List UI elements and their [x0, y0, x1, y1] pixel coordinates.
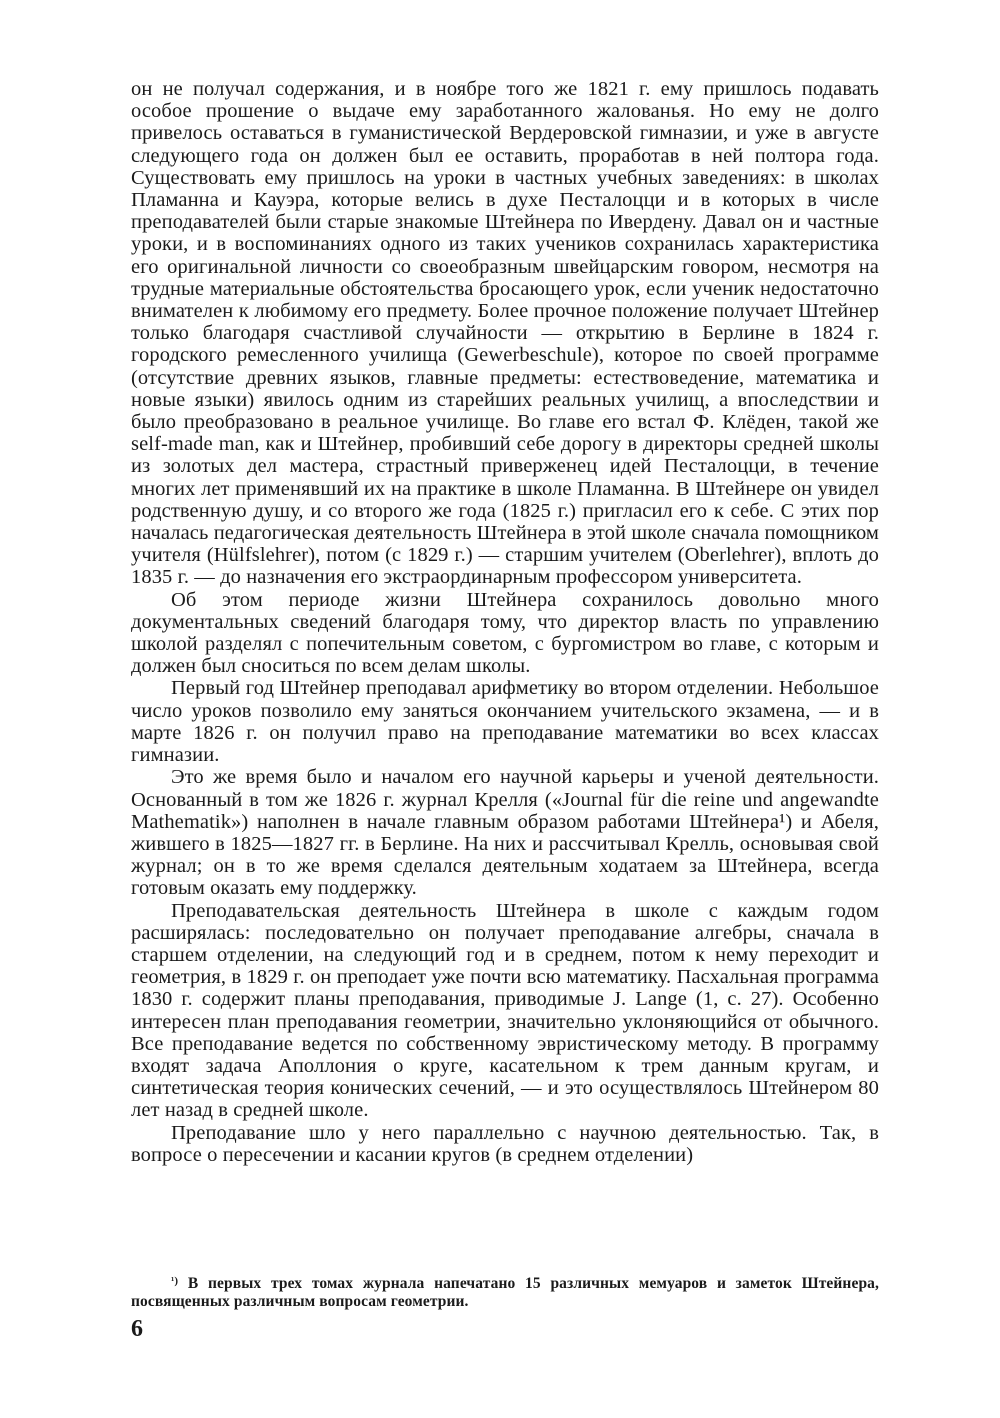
footnote — [131, 1272, 879, 1311]
page-number: 6 — [131, 1316, 143, 1342]
paragraph-4: Это же время было и началом его научной карьеры и ученой деятельности. Основанный в том же 1826 г. журнал Крелля («Journal für die reine und angewandte Mathematik») наполнен в начале главным образом работами Штейнера¹) и Абеля, жившего в 1825—1827 гг. в Берлине. На них и рассчитывал Крелль, основывая свой журнал; он в то же время сделался деятельным ходатаем за Штейнера, всегда готовым оказать ему поддержку. — [131, 766, 879, 900]
paragraph-3: Первый год Штейнер преподавал арифметику во втором отделении. Небольшое число уроков позволило ему заняться окончанием учительского экзамена, — и в марте 1826 г. он получил право на преподавание математики во всех классах гимназии. — [131, 677, 879, 767]
footnote-mark: ¹) — [171, 1275, 179, 1287]
footnote-text: В первых трех томах журнала напечатано 15 различных мемуаров и заметок Штейнера, посвященных различным вопросам геометрии. — [131, 1275, 879, 1310]
paragraph-5: Преподавательская деятельность Штейнера в школе с каждым годом расширялась: последовательно он получает преподавание алгебры, сначала в старшем отделении, на следующий год и в среднем, потом к нему переходит и геометрия, в 1829 г. он преподает уже почти всю математику. Пасхальная программа 1830 г. содержит планы преподавания, приводимые J. Lange (1, с. 27). Особенно интересен план преподавания геометрии, значительно уклоняющийся от обычного. Все преподавание ведется по собственному эвристическому методу. В программу входят задача Аполлония о круге, касательном к трем данным кругам, и синтетическая теория конических сечений, — и это осуществлялось Штейнером 80 лет назад в средней школе. — [131, 899, 879, 1122]
main-text — [131, 78, 879, 1166]
paragraph-2: Об этом периоде жизни Штейнера сохранилось довольно много документальных сведений благодаря тому, что директор власть по управлению школой разделял с попечительным советом, с бургомистром во главе, с которым и должен был сноситься по всем делам школы. — [131, 588, 879, 678]
paragraph-1: он не получал содержания, и в ноябре того же 1821 г. ему пришлось подавать особое прошение о выдаче ему заработанного жалованья. Но ему не долго привелось оставаться в гуманистической Вердеровской гимназии, и уже в августе следующего года он должен был ее оставить, проработав в ней полтора года. Существовать ему пришлось на уроки в частных учебных заведениях: в школах Пламанна и Кауэра, которые велись в духе Песталоцци и в которых в числе преподавателей были старые знакомые Штейнера по Ивердену. Давал он и частные уроки, и в воспоминаниях одного из таких учеников сохранилась характеристика его оригинальной личности со своеобразным швейцарским говором, несмотря на трудные материальные обстоятельства бросающего урок, если ученик недостаточно внимателен к любимому его предмету. Более прочное положение получает Штейнер только благодаря счастливой случайности — открытию в Берлине в 1824 г. городского ремесленного училища (Gewerbeschule), которое по своей программе (отсутствие древних языков, главные предметы: естествоведение, математика и новые языки) явилось одним из старейших реальных училищ, а впоследствии и было преобразовано в реальное училище. Во главе его встал Ф. Клёден, такой же self-made man, как и Штейнер, пробивший себе дорогу в директоры средней школы из золотых дел мастера, страстный приверженец идей Песталоцци, в течение многих лет применявший их на практике в школе Пламанна. В Штейнере он увидел родственную душу, и со второго же года (1825 г.) пригласил его к себе. С этих пор началась педагогическая деятельность Штейнера в этой школе сначала помощником учителя (Hülfslehrer), потом (с 1829 г.) — старшим учителем (Oberlehrer), вплоть до 1835 г. — до назначения его экстраординарным профессором университета. — [131, 78, 879, 589]
paragraph-6: Преподавание шло у него параллельно с научною деятельностью. Так, в вопросе о пересечении и касании кругов (в среднем отделении) — [131, 1121, 879, 1166]
